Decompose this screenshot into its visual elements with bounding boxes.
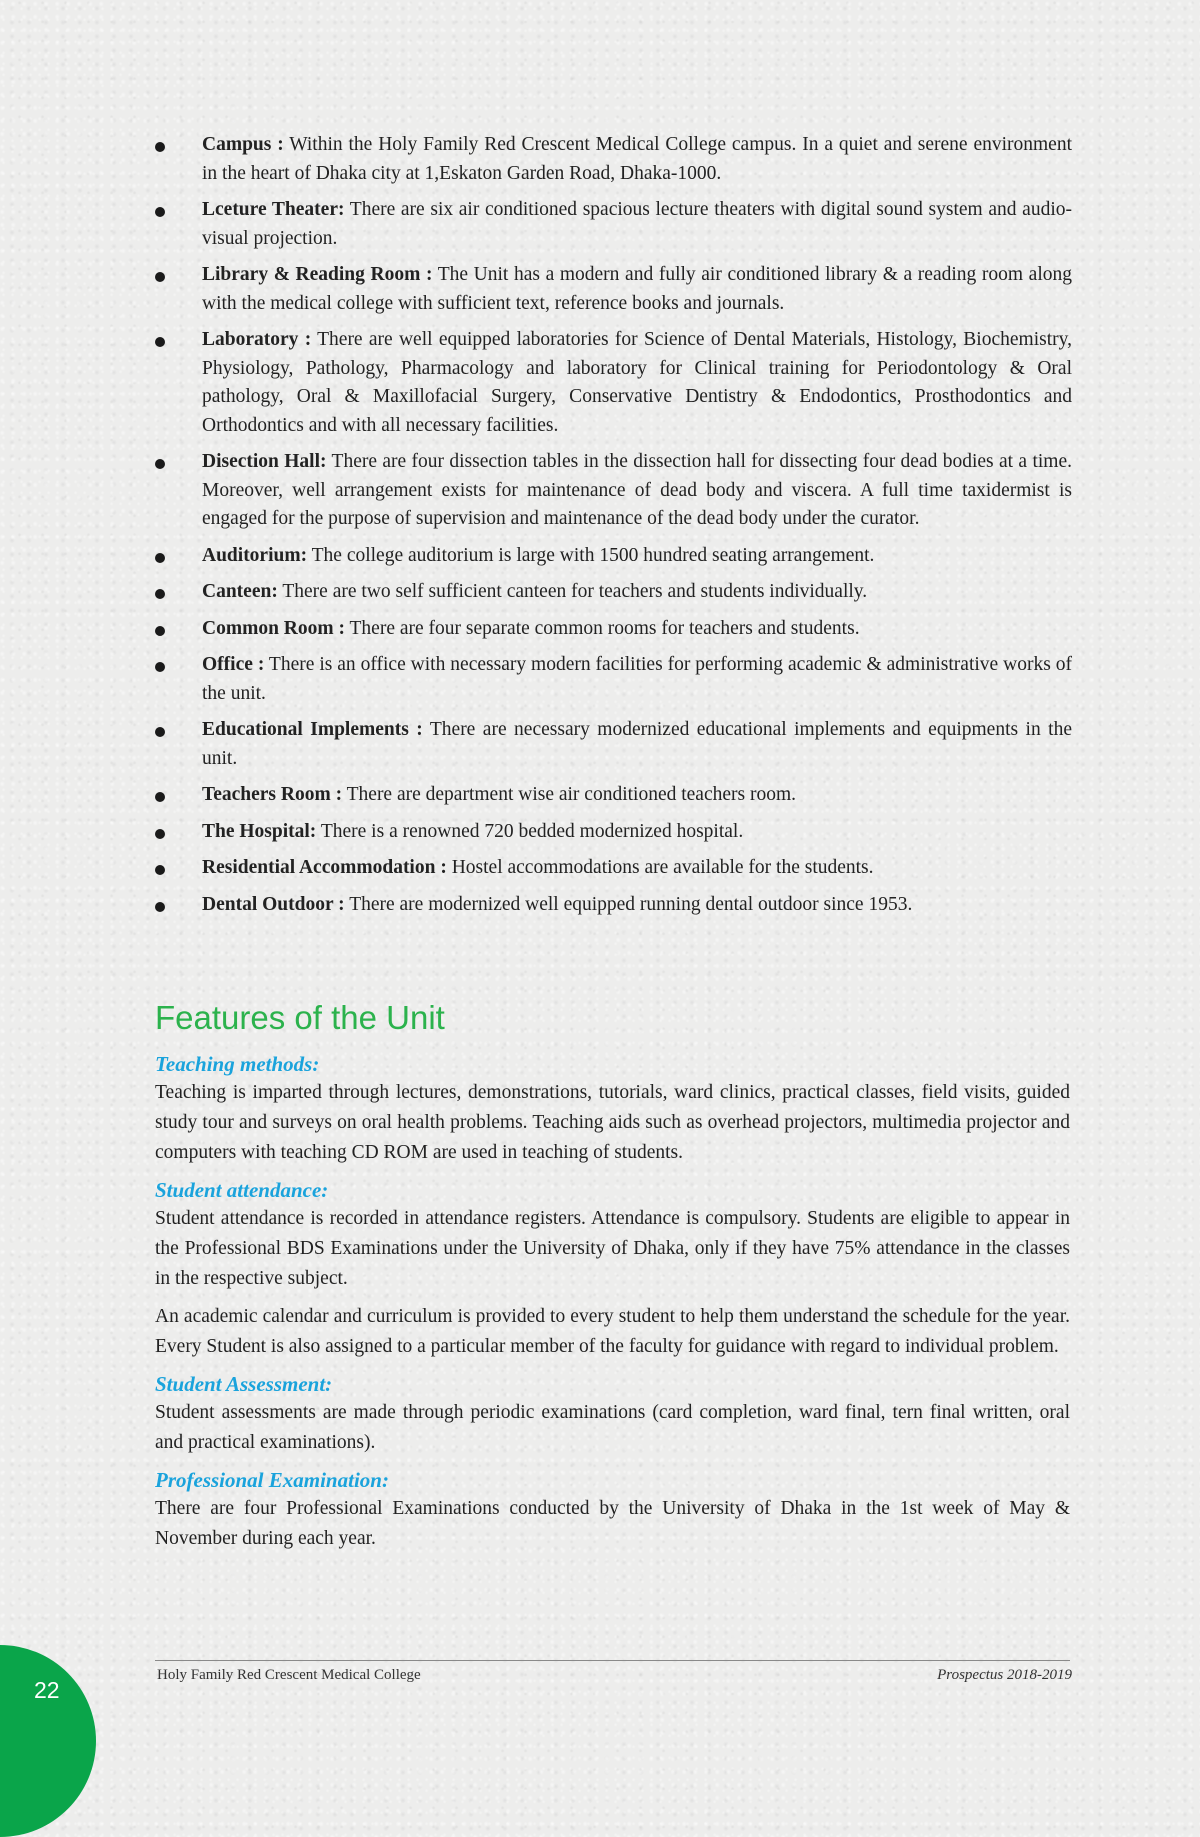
- list-item: [150, 542, 1072, 571]
- bullet-icon: [155, 626, 165, 636]
- list-item: [150, 261, 1072, 318]
- bullet-icon: [155, 553, 165, 563]
- list-item: [150, 615, 1072, 644]
- student-assessment-text: Student assessments are made through periodic examinations (card completion, ward final, tern final written, oral and practical examinations).: [155, 1402, 1070, 1453]
- facility-term: Auditorium:: [202, 544, 308, 566]
- facility-term: Office :: [202, 654, 265, 675]
- student-assessment-title: Student Assessment:: [155, 1372, 333, 1396]
- list-item: [150, 891, 1072, 920]
- teaching-methods-title: Teaching methods:: [155, 1052, 320, 1076]
- bullet-icon: [155, 337, 165, 347]
- bullet-icon: [155, 142, 165, 152]
- footer-publication: Prospectus 2018-2019: [937, 1667, 1072, 1683]
- list-item: [150, 781, 1072, 810]
- footer-divider: [155, 1660, 1070, 1661]
- facility-text: There are necessary modernized educational implements and equipments in the unit.: [202, 719, 1072, 769]
- bullet-icon: [155, 902, 165, 912]
- list-item: [150, 716, 1072, 773]
- list-item: [150, 578, 1072, 607]
- facility-text: Hostel accommodations are available for the students.: [451, 857, 874, 878]
- bullet-icon: [155, 727, 165, 737]
- list-item: [150, 818, 1072, 847]
- bullet-icon: [155, 207, 165, 217]
- footer-college-name: Holy Family Red Crescent Medical College: [157, 1667, 421, 1683]
- facility-text: There are department wise air conditioned teachers room.: [346, 784, 797, 805]
- facilities-list: [150, 131, 1072, 927]
- facility-term: Library & Reading Room :: [202, 264, 433, 285]
- bullet-icon: [155, 662, 165, 672]
- list-item: [150, 448, 1072, 534]
- facility-term: Dental Outdoor :: [202, 893, 345, 915]
- bullet-icon: [155, 829, 165, 839]
- bullet-icon: [155, 589, 165, 599]
- facility-text: There is a renowned 720 bedded modernized hospital.: [320, 820, 744, 842]
- facility-term: The Hospital:: [202, 820, 317, 842]
- student-attendance-text: Student attendance is recorded in attendance registers. Attendance is compulsory. Students are eligible to appear in the Professional BDS Examinations under the University of Dhaka, only if they have 75% attendance in the classes in the respective subject.: [155, 1208, 1070, 1289]
- facility-term: Common Room :: [202, 617, 345, 639]
- bullet-icon: [155, 272, 165, 282]
- academic-calendar-text: An academic calendar and curriculum is provided to every student to help them understand the schedule for the year. Every Student is also assigned to a particular member of the faculty for guidance with regard to individual problem.: [155, 1306, 1070, 1357]
- features-section: [155, 996, 1070, 1562]
- list-item: [150, 326, 1072, 440]
- facility-term: Laboratory :: [202, 329, 312, 350]
- teaching-methods-text: Teaching is imparted through lectures, demonstrations, tutorials, ward clinics, practical classes, field visits, guided study tour and surveys on oral health problems. Teaching aids such as overhead projectors, multimedia projector and computers with teaching CD ROM are used in teaching of students.: [155, 1082, 1070, 1163]
- facility-text: There are four dissection tables in the dissection hall for dissecting four dead bodies at a time. Moreover, well arrangement exists for maintenance of dead body and viscera. A full time taxidermist is engaged for the purpose of supervision and maintenance of the dead body under the curator.: [202, 451, 1072, 529]
- section-heading: Features of the Unit: [155, 999, 445, 1036]
- facility-text: There are two self sufficient canteen for teachers and students individually.: [282, 581, 868, 602]
- page-number-tab: [0, 1645, 96, 1837]
- facility-text: The Unit has a modern and fully air conditioned library & a reading room along with the medical college with sufficient text, reference books and journals.: [202, 264, 1072, 314]
- facility-term: Lceture Theater:: [202, 199, 345, 220]
- list-item: [150, 131, 1072, 188]
- bullet-icon: [155, 865, 165, 875]
- facility-text: There are well equipped laboratories for Science of Dental Materials, Histology, Biochemistry, Physiology, Pathology, Pharmacology and laboratory for Clinical training for Periodontology & Oral pathology, Oral & Maxillofacial Surgery, Conservative Dentistry & Endodontics, Prosthodontics and Orthodontics and with all necessary facilities.: [202, 329, 1072, 436]
- facility-term: Educational Implements :: [202, 719, 423, 740]
- facility-term: Residential Accommodation :: [202, 857, 447, 878]
- student-attendance-title: Student attendance:: [155, 1178, 329, 1202]
- professional-examination-title: Professional Examination:: [155, 1468, 389, 1492]
- page-number: 22: [34, 1677, 60, 1703]
- facility-term: Disection Hall:: [202, 451, 327, 472]
- facility-text: There are six air conditioned spacious lecture theaters with digital sound system and audio-visual projection.: [202, 199, 1072, 249]
- list-item: [150, 854, 1072, 883]
- list-item: [150, 196, 1072, 253]
- bullet-icon: [155, 459, 165, 469]
- facility-text: Within the Holy Family Red Crescent Medical College campus. In a quiet and serene environment in the heart of Dhaka city at 1,Eskaton Garden Road, Dhaka-1000.: [202, 134, 1072, 184]
- facility-term: Campus :: [202, 134, 284, 155]
- facility-term: Teachers Room :: [202, 784, 343, 805]
- facility-text: There are four separate common rooms for teachers and students.: [349, 617, 860, 639]
- professional-examination-text: There are four Professional Examinations conducted by the University of Dhaka in the 1st week of May & November during each year.: [155, 1498, 1070, 1549]
- facility-text: There are modernized well equipped running dental outdoor since 1953.: [349, 893, 913, 915]
- facility-text: There is an office with necessary modern facilities for performing academic & administrative works of the unit.: [202, 654, 1072, 704]
- list-item: [150, 651, 1072, 708]
- facility-text: The college auditorium is large with 1500 hundred seating arrangement.: [311, 544, 875, 566]
- bullet-icon: [155, 792, 165, 802]
- facility-term: Canteen:: [202, 581, 278, 602]
